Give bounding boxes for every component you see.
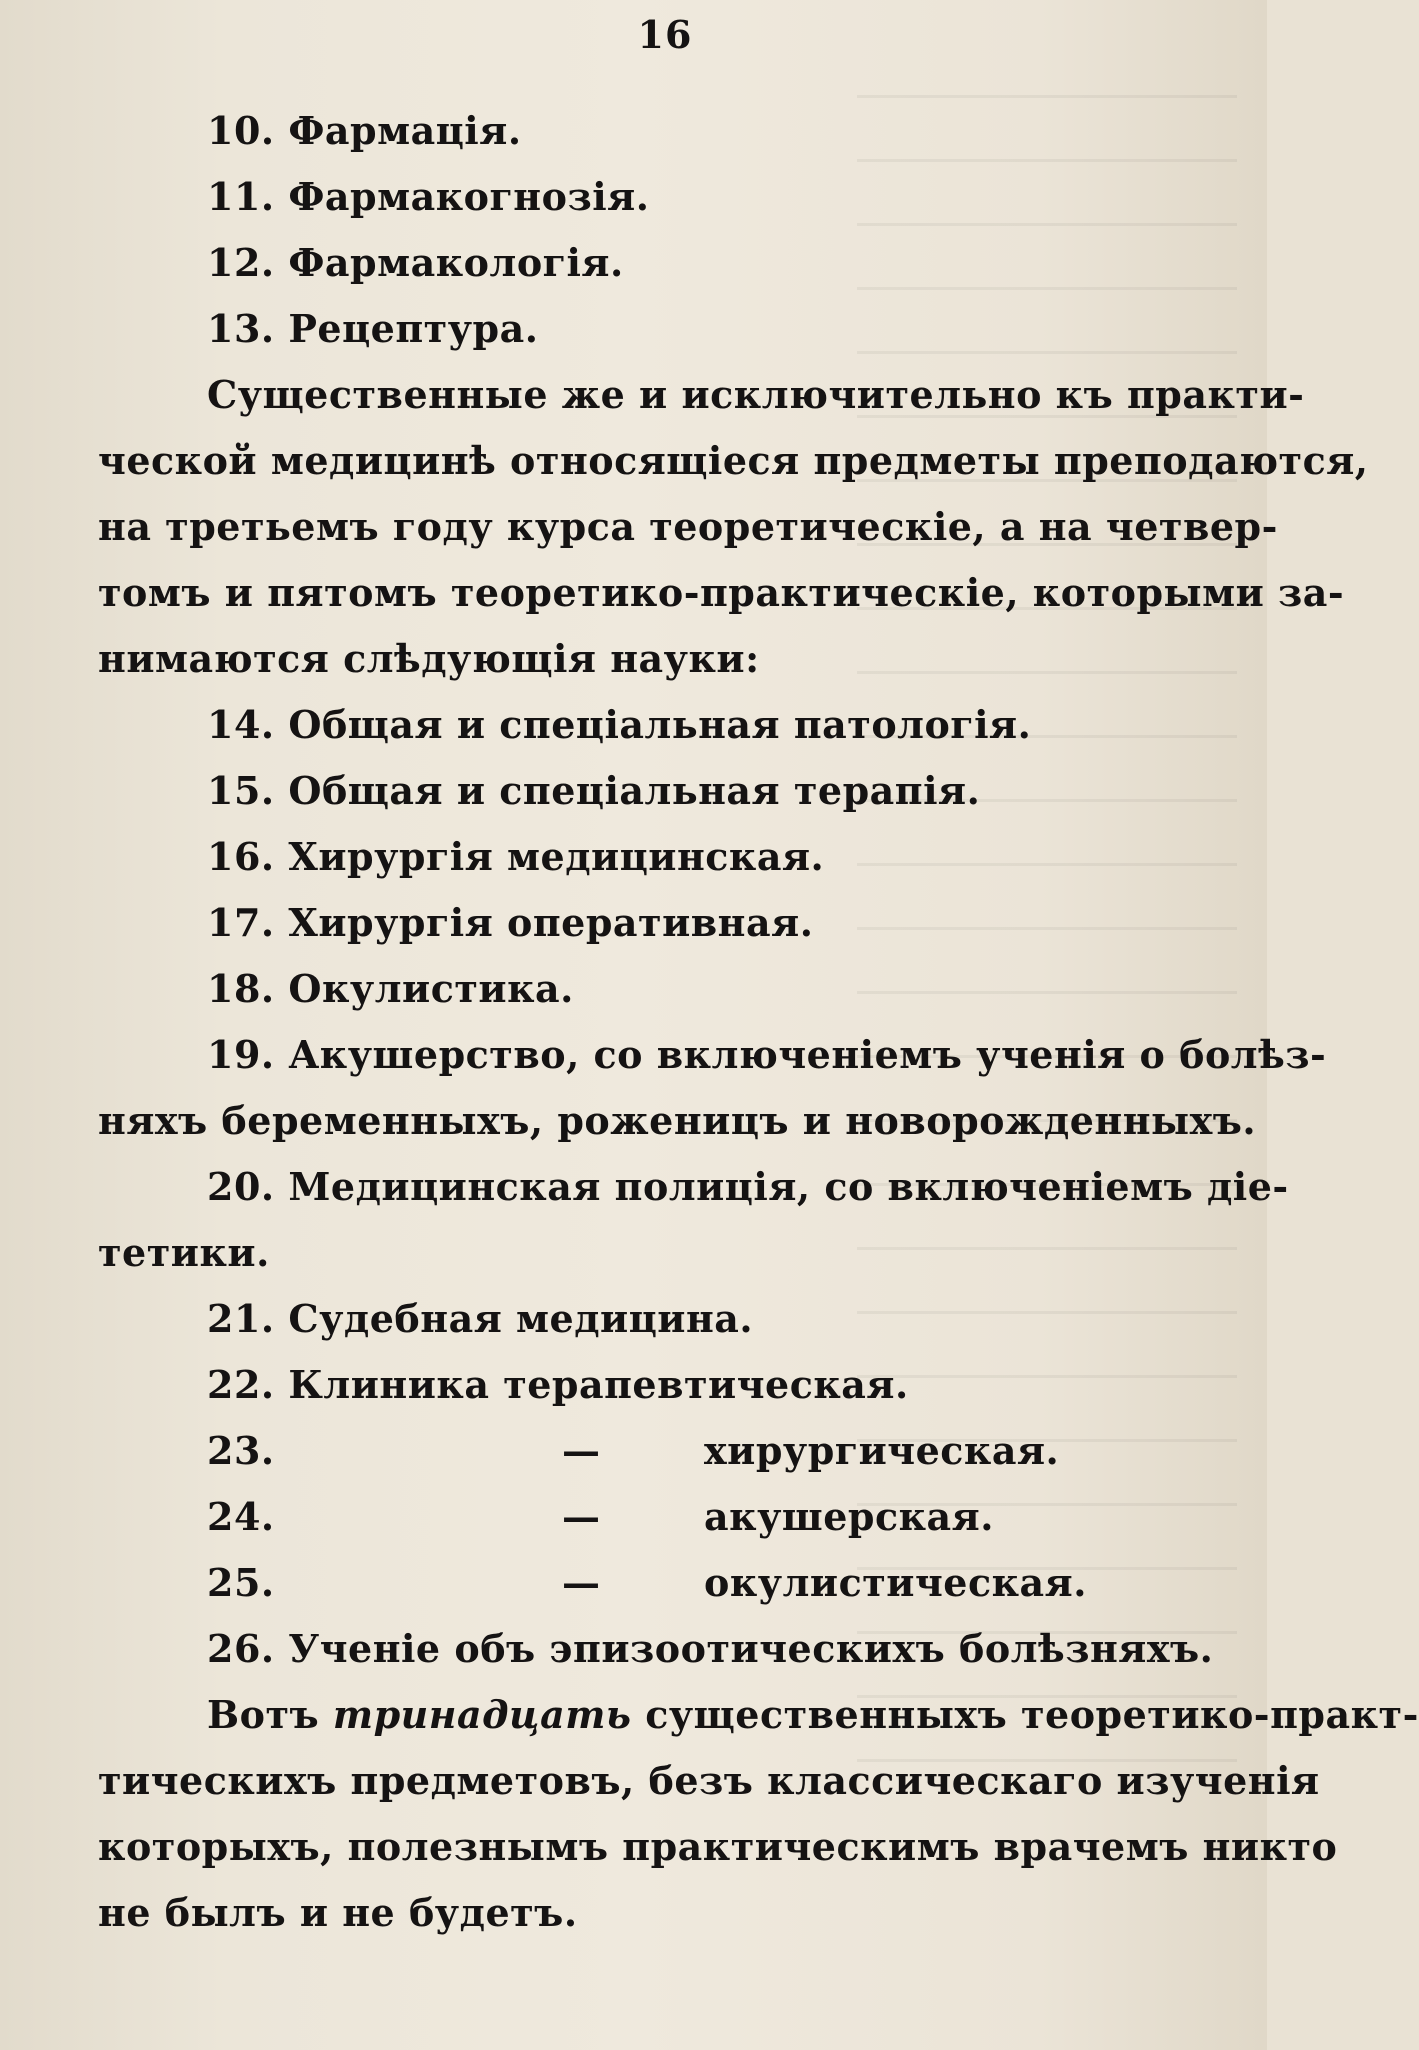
paragraph-1-line-2: ческой медицинѣ относящіеся предметы преподаются, [98, 438, 1369, 483]
emphasized-word: тринадцать [332, 1692, 632, 1737]
list-item-25 [207, 1550, 1107, 1616]
list-item-19-line-2: няхъ беременныхъ, роженицъ и новорожденныхъ. [98, 1098, 1257, 1143]
list-item-21 [207, 1286, 753, 1352]
paragraph-2-line-1 [207, 1682, 1419, 1748]
item-number: 26. [207, 1626, 275, 1671]
item-text: Фармакологія. [288, 240, 624, 285]
list-item-13 [207, 296, 538, 362]
list-item-19-line-1: 19. Акушерство, со включеніемъ ученія о болѣз- [207, 1032, 1327, 1077]
list-item-10 [207, 98, 522, 164]
list-item-24 [207, 1484, 1107, 1550]
list-item-23 [207, 1418, 1107, 1484]
paragraph-2-text-a: Вотъ [207, 1692, 333, 1737]
item-number: 15. [207, 768, 275, 813]
item-number: 12. [207, 240, 275, 285]
paragraph-1-line-5: нимаются слѣдующія науки: [98, 636, 760, 681]
item-number: 22. [207, 1362, 275, 1407]
paragraph-1-line-3: на третьемъ году курса теоретическіе, а на четвер- [98, 504, 1278, 549]
item-text: Судебная медицина. [288, 1296, 754, 1341]
item-number: 25. [207, 1560, 275, 1605]
item-text: Клиника терапевтическая. [288, 1362, 909, 1407]
list-item-26 [207, 1616, 1213, 1682]
item-text: Фармація. [288, 108, 522, 153]
item-number: 24. [207, 1494, 275, 1539]
list-item-12 [207, 230, 624, 296]
item-text: Общая и спеціальная патологія. [288, 702, 1032, 747]
item-number: 10. [207, 108, 275, 153]
item-text: Окулистика. [288, 966, 574, 1011]
list-item-14 [207, 692, 1031, 758]
list-item-18 [207, 956, 574, 1022]
paragraph-2-text-b: существенныхъ теоретико-практ- [631, 1692, 1419, 1737]
item-text: Хирургія оперативная. [288, 900, 814, 945]
list-item-17 [207, 890, 813, 956]
ditto-dash: — [562, 1428, 601, 1473]
item-text: Рецептура. [288, 306, 539, 351]
paragraph-2-line-2: тическихъ предметовъ, безъ классическаго изученія [98, 1758, 1320, 1803]
item-text: Хирургія медицинская. [288, 834, 825, 879]
item-text: окулистическая. [704, 1560, 1087, 1605]
paragraph-1-line-1: Существенные же и исключительно къ практи- [207, 372, 1305, 417]
paragraph-2-line-3: которыхъ, полезнымъ практическимъ врачемъ никто [98, 1824, 1338, 1869]
item-number: 18. [207, 966, 275, 1011]
list-item-22 [207, 1352, 909, 1418]
item-text: Общая и спеціальная терапія. [288, 768, 981, 813]
item-number: 16. [207, 834, 275, 879]
list-item-16 [207, 824, 824, 890]
ditto-dash: — [562, 1494, 601, 1539]
item-number: 14. [207, 702, 275, 747]
paragraph-2-line-4: не былъ и не будетъ. [98, 1890, 578, 1935]
item-number: 21. [207, 1296, 275, 1341]
item-number: 13. [207, 306, 275, 351]
item-number: 17. [207, 900, 275, 945]
item-number: 23. [207, 1428, 275, 1473]
ditto-dash: — [562, 1560, 601, 1605]
list-item-15 [207, 758, 980, 824]
list-item-20-line-2: тетики. [98, 1230, 270, 1275]
item-text: Ученіе объ эпизоотическихъ болѣзняхъ. [288, 1626, 1214, 1671]
item-text: хирургическая. [704, 1428, 1060, 1473]
item-number: 11. [207, 174, 275, 219]
page-number: 16 [637, 12, 693, 57]
list-item-20-line-1: 20. Медицинская полиція, со включеніемъ діе- [207, 1164, 1289, 1209]
item-text: акушерская. [704, 1494, 994, 1539]
paragraph-1-line-4: томъ и пятомъ теоретико-практическіе, которыми за- [98, 570, 1345, 615]
list-item-11 [207, 164, 649, 230]
item-text: Фармакогнозія. [288, 174, 650, 219]
